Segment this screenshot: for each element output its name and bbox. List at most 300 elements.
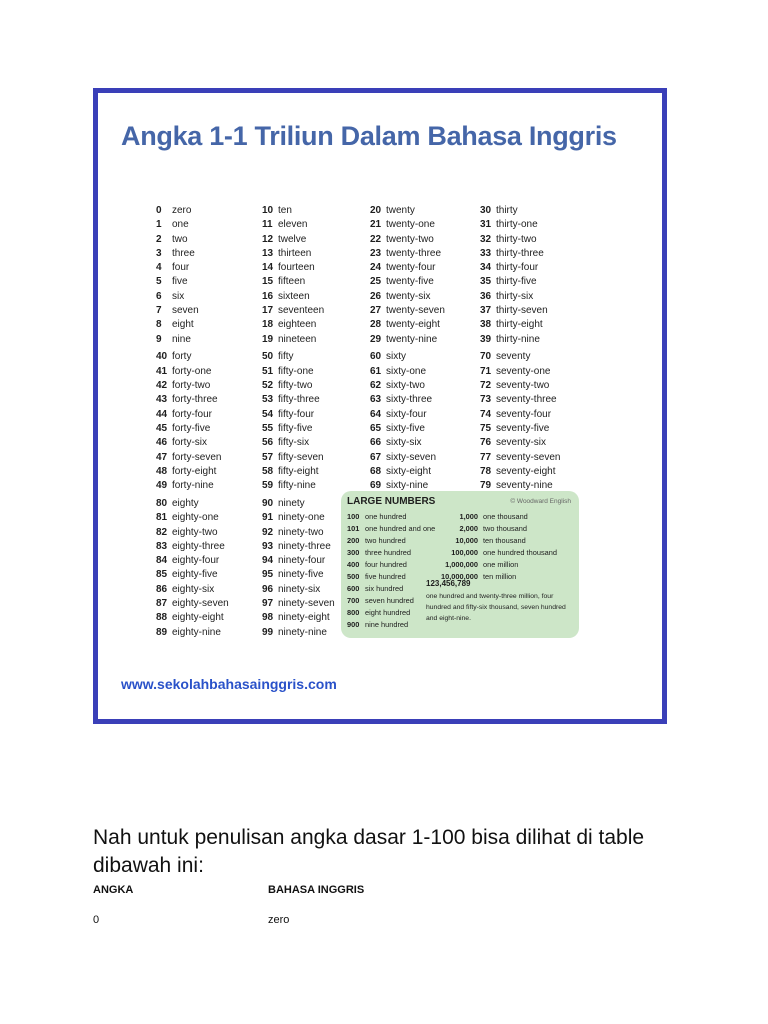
number-digit: 46 — [156, 437, 168, 449]
number-row — [370, 379, 445, 393]
number-word: thirteen — [278, 247, 312, 259]
number-digit: 84 — [156, 555, 168, 567]
number-digit: 0 — [156, 205, 162, 216]
number-digit: 23 — [370, 247, 382, 259]
number-digit: 47 — [156, 451, 168, 463]
table-cell-number: 0 — [93, 914, 100, 926]
number-row — [156, 275, 229, 289]
number-digit: 12 — [262, 233, 274, 245]
number-word: sixteen — [278, 290, 310, 302]
number-word: ninety-seven — [278, 598, 335, 610]
number-digit: 8 — [156, 319, 162, 331]
number-row — [156, 233, 229, 247]
number-digit: 52 — [262, 380, 274, 392]
number-digit: 51 — [262, 365, 274, 377]
number-word: four — [172, 262, 190, 274]
number-digit: 4 — [156, 262, 162, 274]
number-word: fifty-seven — [278, 451, 324, 463]
number-digit: 77 — [480, 451, 492, 463]
number-digit: 50 — [262, 351, 274, 363]
number-word: sixty — [386, 351, 406, 363]
number-row — [262, 333, 335, 347]
number-digit: 29 — [370, 333, 382, 345]
number-row — [262, 451, 335, 465]
number-row — [262, 626, 335, 640]
number-digit: 39 — [480, 333, 492, 345]
number-row — [262, 436, 335, 450]
number-row — [262, 318, 335, 332]
number-word: five — [172, 276, 188, 288]
large-number-row — [347, 523, 573, 535]
number-digit: 68 — [370, 465, 382, 477]
number-digit: 97 — [262, 598, 274, 610]
example-number-words: one hundred and twenty-three million, four hundred and fifty-six thousand, seven hundred and eight-nine. — [426, 593, 566, 622]
number-row — [370, 393, 445, 407]
number-word: sixty-nine — [386, 480, 429, 492]
number-word: seventy-four — [496, 408, 552, 420]
hundreds-word: seven hundred — [365, 596, 414, 605]
number-digit: 65 — [370, 422, 382, 434]
number-row — [262, 511, 335, 525]
hundreds-word: four hundred — [365, 560, 407, 569]
number-word: nineteen — [278, 333, 317, 345]
number-digit: 96 — [262, 583, 274, 595]
number-row — [480, 393, 560, 407]
number-row — [156, 583, 229, 597]
number-row — [156, 304, 229, 318]
number-word: forty-six — [172, 437, 207, 449]
number-row — [156, 568, 229, 582]
number-digit: 16 — [262, 290, 274, 302]
number-word: forty-three — [172, 394, 218, 406]
number-row — [480, 247, 560, 261]
number-word: eighty-five — [172, 569, 218, 581]
number-row — [262, 408, 335, 422]
large-number-word: one million — [483, 560, 519, 569]
number-row — [480, 218, 560, 232]
number-row — [480, 333, 560, 347]
number-row — [480, 451, 560, 465]
number-word: seventy-five — [496, 422, 550, 434]
number-digit: 80 — [156, 497, 168, 509]
hundreds-number: 900 — [347, 620, 360, 629]
number-row — [370, 290, 445, 304]
number-digit: 26 — [370, 290, 382, 302]
number-word: twelve — [278, 233, 307, 245]
number-digit: 81 — [156, 512, 168, 524]
number-word: ninety-six — [278, 583, 321, 595]
number-word: fifty-two — [278, 380, 313, 392]
number-word: twenty-six — [386, 290, 431, 302]
number-digit: 66 — [370, 437, 382, 449]
number-digit: 88 — [156, 612, 168, 624]
hundreds-number: 600 — [347, 584, 360, 593]
number-digit: 20 — [370, 205, 382, 216]
number-row — [156, 318, 229, 332]
number-digit: 44 — [156, 408, 168, 420]
number-row — [156, 408, 229, 422]
number-word: seventy-nine — [496, 480, 553, 492]
hundreds-number: 101 — [347, 524, 360, 533]
number-digit: 71 — [480, 365, 492, 377]
number-word: thirty-eight — [496, 319, 543, 331]
number-row — [156, 290, 229, 304]
number-word: seventy-seven — [496, 451, 561, 463]
large-number: 10,000 — [455, 536, 478, 545]
number-digit: 27 — [370, 305, 382, 317]
number-row — [262, 526, 335, 540]
number-row — [262, 379, 335, 393]
number-row — [370, 365, 445, 379]
number-digit: 7 — [156, 305, 162, 317]
table-cell-word: zero — [268, 914, 290, 926]
number-digit: 92 — [262, 526, 274, 538]
number-word: sixty-eight — [386, 465, 432, 477]
number-row — [156, 626, 229, 640]
number-word: seventy-three — [496, 394, 557, 406]
number-digit: 94 — [262, 555, 274, 567]
number-word: fifty-six — [278, 437, 310, 449]
number-row — [370, 318, 445, 332]
number-row — [156, 393, 229, 407]
number-digit: 43 — [156, 394, 168, 406]
number-word: thirty-nine — [496, 333, 540, 345]
number-row — [156, 554, 229, 568]
number-digit: 53 — [262, 394, 274, 406]
number-digit: 6 — [156, 290, 162, 302]
number-row — [480, 436, 560, 450]
number-word: forty-seven — [172, 451, 222, 463]
numbers-column-3 — [370, 204, 445, 493]
number-row — [480, 290, 560, 304]
number-digit: 3 — [156, 247, 162, 259]
table-header-bahasa-inggris: BAHASA INGGRIS — [268, 884, 365, 896]
number-row — [480, 365, 560, 379]
number-digit: 58 — [262, 465, 274, 477]
large-number-row — [347, 559, 573, 571]
number-digit: 85 — [156, 569, 168, 581]
number-digit: 18 — [262, 319, 274, 331]
large-number-row — [347, 511, 573, 523]
number-word: seventy-one — [496, 365, 551, 377]
number-row — [370, 333, 445, 347]
number-row — [480, 204, 560, 218]
number-row — [156, 247, 229, 261]
number-row — [262, 597, 335, 611]
number-digit: 32 — [480, 233, 492, 245]
large-number-word: ten million — [483, 572, 517, 581]
number-row — [370, 451, 445, 465]
number-digit: 78 — [480, 465, 492, 477]
number-digit: 37 — [480, 305, 492, 317]
number-row — [156, 526, 229, 540]
number-row — [370, 408, 445, 422]
number-word: seventy-two — [496, 380, 550, 392]
number-word: two — [172, 233, 188, 245]
large-number-row — [347, 535, 573, 547]
hundreds-entry — [347, 571, 406, 583]
number-word: fifty-nine — [278, 480, 316, 492]
number-row — [156, 379, 229, 393]
number-digit: 22 — [370, 233, 382, 245]
number-row — [370, 218, 445, 232]
number-digit: 17 — [262, 305, 274, 317]
large-numbers-credit: © Woodward English — [510, 498, 571, 505]
number-digit: 40 — [156, 351, 168, 363]
number-word: fifty — [278, 351, 294, 363]
number-digit: 45 — [156, 422, 168, 434]
number-word: fifty-five — [278, 422, 313, 434]
hundreds-number: 200 — [347, 536, 360, 545]
number-row — [480, 408, 560, 422]
number-digit: 11 — [262, 219, 273, 231]
number-word: forty-eight — [172, 465, 217, 477]
number-row — [480, 379, 560, 393]
number-word: seventy-eight — [496, 465, 556, 477]
number-row — [370, 304, 445, 318]
number-word: fifty-one — [278, 365, 314, 377]
large-number-word: one thousand — [483, 512, 528, 521]
number-digit: 15 — [262, 276, 274, 288]
example-number: 123,456,789 — [426, 579, 471, 588]
large-numbers-box — [341, 491, 579, 638]
number-row — [156, 218, 229, 232]
number-row — [262, 261, 335, 275]
infographic-title: Angka 1-1 Triliun Dalam Bahasa Inggris — [121, 121, 617, 151]
number-word: fifteen — [278, 276, 306, 288]
number-word: twenty-three — [386, 247, 442, 259]
number-row — [480, 465, 560, 479]
number-word: six — [172, 290, 185, 302]
number-word: thirty-four — [496, 262, 539, 274]
number-row — [262, 290, 335, 304]
number-row — [480, 275, 560, 289]
hundreds-word: five hundred — [365, 572, 406, 581]
number-row — [370, 350, 445, 364]
number-digit: 95 — [262, 569, 274, 581]
hundreds-entry — [347, 619, 408, 631]
number-word: sixty-four — [386, 408, 427, 420]
number-word: eighty — [172, 497, 199, 509]
numbers-infographic — [93, 88, 667, 724]
number-digit: 5 — [156, 276, 162, 288]
number-digit: 2 — [156, 233, 162, 245]
number-row — [262, 275, 335, 289]
large-number: 1,000 — [459, 512, 478, 521]
number-row — [156, 465, 229, 479]
number-word: sixty-seven — [386, 451, 437, 463]
number-word: ninety-five — [278, 569, 324, 581]
number-word: thirty-six — [496, 290, 534, 302]
hundreds-word: one hundred and one — [365, 524, 436, 533]
number-digit: 70 — [480, 351, 492, 363]
number-word: thirty-one — [496, 219, 538, 231]
number-digit: 36 — [480, 290, 492, 302]
number-row — [156, 261, 229, 275]
number-word: seventy — [496, 351, 531, 363]
hundreds-word: eight hundred — [365, 608, 411, 617]
large-number: 2,000 — [459, 524, 478, 533]
hundreds-word: six hundred — [365, 584, 404, 593]
number-word: seven — [172, 305, 199, 317]
number-row — [156, 333, 229, 347]
number-row — [156, 436, 229, 450]
number-word: thirty-seven — [496, 305, 548, 317]
number-row — [262, 465, 335, 479]
number-word: forty-nine — [172, 480, 214, 492]
number-word: twenty-eight — [386, 319, 440, 331]
number-row — [156, 451, 229, 465]
large-numbers-title: LARGE NUMBERS — [347, 496, 436, 507]
hundreds-word: three hundred — [365, 548, 412, 557]
number-row — [156, 422, 229, 436]
number-digit: 24 — [370, 262, 382, 274]
number-word: eighteen — [278, 319, 317, 331]
number-row — [262, 479, 335, 493]
number-digit: 14 — [262, 262, 274, 274]
number-word: twenty-seven — [386, 305, 445, 317]
number-row — [262, 611, 335, 625]
number-word: eighty-three — [172, 540, 225, 552]
number-word: ninety-eight — [278, 612, 330, 624]
number-word: nine — [172, 333, 191, 345]
number-digit: 42 — [156, 380, 168, 392]
number-word: ninety — [278, 497, 305, 509]
number-word: eighty-six — [172, 583, 215, 595]
hundreds-entry — [347, 511, 407, 523]
number-digit: 90 — [262, 497, 274, 509]
number-row — [156, 365, 229, 379]
number-word: sixty-three — [386, 394, 433, 406]
number-digit: 62 — [370, 380, 382, 392]
number-row — [370, 233, 445, 247]
number-digit: 33 — [480, 247, 492, 259]
number-word: twenty-one — [386, 219, 435, 231]
number-digit: 57 — [262, 451, 274, 463]
number-row — [262, 204, 335, 218]
number-digit: 54 — [262, 408, 274, 420]
number-digit: 55 — [262, 422, 274, 434]
number-digit: 89 — [156, 626, 168, 638]
number-row — [480, 261, 560, 275]
number-digit: 74 — [480, 408, 492, 420]
number-word: eighty-nine — [172, 626, 221, 638]
number-row — [262, 540, 335, 554]
number-word: thirty-three — [496, 247, 544, 259]
number-digit: 79 — [480, 480, 492, 492]
number-word: fifty-eight — [278, 465, 319, 477]
number-word: fourteen — [278, 262, 315, 274]
number-word: fifty-four — [278, 408, 315, 420]
number-row — [262, 422, 335, 436]
number-row — [156, 597, 229, 611]
number-row — [370, 465, 445, 479]
number-row — [262, 497, 335, 511]
number-word: sixty-one — [386, 365, 427, 377]
number-word: ninety-two — [278, 526, 324, 538]
number-digit: 38 — [480, 319, 492, 331]
number-word: twenty-two — [386, 233, 434, 245]
website-url: www.sekolahbahasainggris.com — [121, 676, 337, 692]
hundreds-number: 300 — [347, 548, 360, 557]
number-digit: 56 — [262, 437, 274, 449]
number-row — [156, 350, 229, 364]
large-number-word: ten thousand — [483, 536, 526, 545]
table-header-angka: ANGKA — [93, 884, 134, 896]
number-word: forty-two — [172, 380, 211, 392]
number-digit: 76 — [480, 437, 492, 449]
number-row — [262, 218, 335, 232]
number-word: zero — [172, 205, 192, 216]
number-word: forty-four — [172, 408, 213, 420]
number-word: three — [172, 247, 195, 259]
hundreds-entry — [347, 583, 403, 595]
number-row — [262, 233, 335, 247]
hundreds-number: 400 — [347, 560, 360, 569]
number-word: forty — [172, 351, 192, 363]
large-number-word: two thousand — [483, 524, 527, 533]
number-row — [156, 204, 229, 218]
number-digit: 25 — [370, 276, 382, 288]
number-row — [262, 554, 335, 568]
number-row — [262, 583, 335, 597]
number-word: forty-one — [172, 365, 212, 377]
number-row — [370, 422, 445, 436]
number-digit: 34 — [480, 262, 492, 274]
number-word: fifty-three — [278, 394, 320, 406]
number-row — [156, 479, 229, 493]
large-number: 1,000,000 — [445, 560, 478, 569]
number-digit: 69 — [370, 480, 382, 492]
hundreds-entry — [347, 607, 410, 619]
number-word: ninety-one — [278, 512, 325, 524]
number-row — [156, 511, 229, 525]
number-word: thirty-five — [496, 276, 537, 288]
number-row — [156, 540, 229, 554]
large-number: 100,000 — [451, 548, 478, 557]
number-row — [262, 304, 335, 318]
number-digit: 75 — [480, 422, 492, 434]
number-row — [262, 393, 335, 407]
number-digit: 82 — [156, 526, 168, 538]
numbers-column-4 — [480, 204, 560, 493]
number-word: sixty-two — [386, 380, 425, 392]
number-word: eight — [172, 319, 194, 331]
number-digit: 60 — [370, 351, 382, 363]
number-digit: 9 — [156, 333, 162, 345]
number-word: eighty-four — [172, 555, 220, 567]
number-word: eighty-eight — [172, 612, 224, 624]
number-word: ten — [278, 205, 292, 216]
number-word: sixty-six — [386, 437, 422, 449]
number-digit: 98 — [262, 612, 274, 624]
number-word: sixty-five — [386, 422, 425, 434]
hundreds-number: 700 — [347, 596, 360, 605]
number-word: thirty — [496, 205, 518, 216]
number-digit: 19 — [262, 333, 274, 345]
number-digit: 35 — [480, 276, 492, 288]
number-digit: 1 — [156, 219, 162, 231]
number-row — [370, 204, 445, 218]
number-row — [370, 275, 445, 289]
hundreds-number: 500 — [347, 572, 360, 581]
number-word: seventeen — [278, 305, 325, 317]
number-row — [480, 304, 560, 318]
number-digit: 64 — [370, 408, 382, 420]
hundreds-word: one hundred — [365, 512, 407, 521]
number-digit: 31 — [480, 219, 492, 231]
large-number-word: one hundred thousand — [483, 548, 557, 557]
